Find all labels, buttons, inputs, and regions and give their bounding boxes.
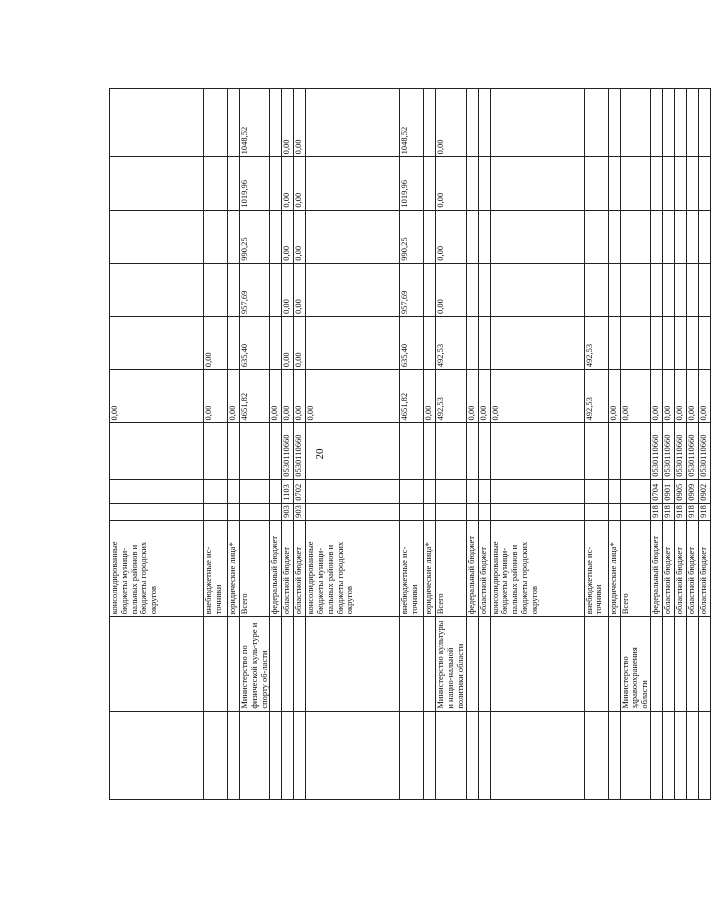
grbs-cell <box>584 503 608 520</box>
csr-cell <box>400 423 424 479</box>
year1-cell <box>306 317 400 370</box>
year4-cell <box>662 157 674 210</box>
table-row <box>294 89 306 800</box>
table-row <box>674 89 686 800</box>
year1-cell: 492,53 <box>436 317 466 370</box>
csr-cell: 0530110660 <box>650 423 662 479</box>
table-row <box>204 89 228 800</box>
grbs-cell: 918 <box>650 503 662 520</box>
executor-cell <box>424 617 436 711</box>
total-cell: 0,00 <box>490 370 584 423</box>
executor-cell <box>228 617 240 711</box>
rzpr-cell <box>478 479 490 503</box>
executor-cell <box>662 617 674 711</box>
executor-cell <box>478 617 490 711</box>
total-cell: 0,00 <box>674 370 686 423</box>
source-cell: областной бюджет <box>686 520 698 616</box>
csr-cell <box>466 423 478 479</box>
year5-cell: 0,00 <box>294 89 306 157</box>
rzpr-cell <box>584 479 608 503</box>
executor-cell <box>698 617 710 711</box>
blank-cell <box>240 711 270 799</box>
year5-cell <box>110 89 204 157</box>
blank-cell <box>110 711 204 799</box>
page-number: 20 <box>314 448 326 460</box>
executor-cell <box>584 617 608 711</box>
year4-cell <box>424 157 436 210</box>
year2-cell: 0,00 <box>436 263 466 316</box>
csr-cell <box>490 423 584 479</box>
year3-cell <box>674 210 686 263</box>
source-cell: областной бюджет <box>294 520 306 616</box>
csr-cell <box>620 423 650 479</box>
source-cell: областной бюджет <box>478 520 490 616</box>
rzpr-cell: 0905 <box>674 479 686 503</box>
year4-cell: 1019,96 <box>240 157 270 210</box>
blank-cell <box>466 711 478 799</box>
grbs-cell: 918 <box>698 503 710 520</box>
year4-cell <box>674 157 686 210</box>
year3-cell: 0,00 <box>282 210 294 263</box>
rzpr-cell <box>608 479 620 503</box>
total-cell: 0,00 <box>466 370 478 423</box>
table-row <box>478 89 490 800</box>
table-row <box>466 89 478 800</box>
grbs-cell <box>240 503 270 520</box>
rzpr-cell <box>490 479 584 503</box>
total-cell: 0,00 <box>306 370 400 423</box>
year1-cell <box>608 317 620 370</box>
blank-cell <box>584 711 608 799</box>
total-cell: 0,00 <box>424 370 436 423</box>
source-cell: юридические лица* <box>608 520 620 616</box>
source-cell: юридические лица* <box>228 520 240 616</box>
year5-cell <box>466 89 478 157</box>
year3-cell <box>424 210 436 263</box>
blank-cell <box>228 711 240 799</box>
executor-cell <box>306 617 400 711</box>
year2-cell <box>698 263 710 316</box>
blank-cell <box>650 711 662 799</box>
year1-cell <box>228 317 240 370</box>
year3-cell: 0,00 <box>294 210 306 263</box>
csr-cell <box>270 423 282 479</box>
csr-cell <box>436 423 466 479</box>
blank-cell <box>436 711 466 799</box>
table-row <box>228 89 240 800</box>
rzpr-cell <box>306 479 400 503</box>
year5-cell <box>674 89 686 157</box>
year4-cell <box>698 157 710 210</box>
year3-cell <box>478 210 490 263</box>
year2-cell <box>270 263 282 316</box>
blank-cell <box>662 711 674 799</box>
year1-cell: 0,00 <box>282 317 294 370</box>
year5-cell <box>270 89 282 157</box>
year3-cell: 990,25 <box>240 210 270 263</box>
year2-cell <box>490 263 584 316</box>
year2-cell <box>228 263 240 316</box>
grbs-cell <box>400 503 424 520</box>
year2-cell <box>204 263 228 316</box>
executor-cell <box>466 617 478 711</box>
executor-cell <box>608 617 620 711</box>
year4-cell: 1019,96 <box>400 157 424 210</box>
blank-cell <box>294 711 306 799</box>
year3-cell <box>110 210 204 263</box>
total-cell: 492,53 <box>436 370 466 423</box>
total-cell: 0,00 <box>686 370 698 423</box>
grbs-cell: 903 <box>294 503 306 520</box>
year1-cell <box>466 317 478 370</box>
table-row <box>424 89 436 800</box>
year3-cell <box>204 210 228 263</box>
year2-cell <box>662 263 674 316</box>
table-row <box>584 89 608 800</box>
year5-cell: 1048,52 <box>240 89 270 157</box>
grbs-cell <box>490 503 584 520</box>
grbs-cell <box>620 503 650 520</box>
table-row <box>110 89 204 800</box>
grbs-cell <box>478 503 490 520</box>
csr-cell <box>584 423 608 479</box>
year2-cell: 0,00 <box>294 263 306 316</box>
source-cell: областной бюджет <box>662 520 674 616</box>
year5-cell: 0,00 <box>282 89 294 157</box>
year1-cell: 635,40 <box>240 317 270 370</box>
year2-cell <box>424 263 436 316</box>
year3-cell <box>686 210 698 263</box>
total-cell: 0,00 <box>650 370 662 423</box>
year1-cell <box>686 317 698 370</box>
source-cell: федеральный бюджет <box>650 520 662 616</box>
year2-cell <box>110 263 204 316</box>
table-row <box>306 89 400 800</box>
year5-cell <box>490 89 584 157</box>
source-cell: областной бюджет <box>282 520 294 616</box>
csr-cell <box>306 423 400 479</box>
year5-cell <box>650 89 662 157</box>
source-cell: консолидированные бюджеты муници-пальных районов и бюджеты городских округов <box>110 520 204 616</box>
grbs-cell: 918 <box>674 503 686 520</box>
total-cell: 4651,82 <box>400 370 424 423</box>
blank-cell <box>424 711 436 799</box>
year5-cell <box>228 89 240 157</box>
grbs-cell <box>424 503 436 520</box>
year5-cell: 1048,52 <box>400 89 424 157</box>
year3-cell: 0,00 <box>436 210 466 263</box>
year5-cell <box>620 89 650 157</box>
year2-cell <box>620 263 650 316</box>
year1-cell <box>674 317 686 370</box>
year5-cell <box>608 89 620 157</box>
csr-cell: 0530110660 <box>294 423 306 479</box>
executor-cell <box>294 617 306 711</box>
year2-cell: 957,69 <box>400 263 424 316</box>
year5-cell <box>584 89 608 157</box>
table-row <box>608 89 620 800</box>
rzpr-cell <box>436 479 466 503</box>
source-cell: областной бюджет <box>698 520 710 616</box>
total-cell: 492,53 <box>584 370 608 423</box>
blank-cell <box>608 711 620 799</box>
year5-cell <box>204 89 228 157</box>
executor-cell <box>282 617 294 711</box>
year1-cell: 0,00 <box>294 317 306 370</box>
year5-cell: 0,00 <box>436 89 466 157</box>
year1-cell: 0,00 <box>204 317 228 370</box>
rzpr-cell <box>228 479 240 503</box>
year5-cell <box>686 89 698 157</box>
year1-cell <box>662 317 674 370</box>
total-cell: 0,00 <box>608 370 620 423</box>
year5-cell <box>306 89 400 157</box>
table-row <box>650 89 662 800</box>
executor-cell: Министерство по физической куль-туре и спорту об-ласти <box>240 617 270 711</box>
csr-cell <box>110 423 204 479</box>
year4-cell <box>620 157 650 210</box>
year4-cell <box>584 157 608 210</box>
year3-cell <box>698 210 710 263</box>
blank-cell <box>620 711 650 799</box>
table-row <box>400 89 424 800</box>
source-cell: внебюджетные ис-точники <box>584 520 608 616</box>
executor-cell <box>686 617 698 711</box>
year2-cell <box>306 263 400 316</box>
grbs-cell <box>110 503 204 520</box>
executor-cell <box>400 617 424 711</box>
year4-cell <box>270 157 282 210</box>
year4-cell <box>686 157 698 210</box>
year2-cell <box>466 263 478 316</box>
year1-cell <box>650 317 662 370</box>
table-row <box>240 89 270 800</box>
year3-cell <box>608 210 620 263</box>
source-cell: консолидированные бюджеты муници-пальных районов и бюджеты городских округов <box>490 520 584 616</box>
rzpr-cell <box>466 479 478 503</box>
total-cell: 0,00 <box>270 370 282 423</box>
year4-cell <box>228 157 240 210</box>
year4-cell <box>650 157 662 210</box>
blank-cell <box>400 711 424 799</box>
source-cell: внебюджетные ис-точники <box>204 520 228 616</box>
csr-cell <box>608 423 620 479</box>
blank-cell <box>674 711 686 799</box>
budget-table <box>109 88 711 800</box>
rzpr-cell <box>270 479 282 503</box>
year4-cell: 0,00 <box>436 157 466 210</box>
total-cell: 4651,82 <box>240 370 270 423</box>
year5-cell <box>662 89 674 157</box>
grbs-cell <box>270 503 282 520</box>
blank-cell <box>306 711 400 799</box>
executor-cell <box>650 617 662 711</box>
csr-cell <box>424 423 436 479</box>
rzpr-cell: 0704 <box>650 479 662 503</box>
executor-cell <box>674 617 686 711</box>
year3-cell <box>650 210 662 263</box>
source-cell: Всего <box>620 520 650 616</box>
year4-cell: 0,00 <box>294 157 306 210</box>
table-row <box>662 89 674 800</box>
year2-cell <box>608 263 620 316</box>
table-row <box>436 89 466 800</box>
grbs-cell <box>608 503 620 520</box>
csr-cell <box>228 423 240 479</box>
grbs-cell <box>228 503 240 520</box>
rotated-table-container <box>109 88 708 800</box>
total-cell: 0,00 <box>282 370 294 423</box>
csr-cell <box>478 423 490 479</box>
year4-cell <box>306 157 400 210</box>
csr-cell: 0530110660 <box>674 423 686 479</box>
rzpr-cell <box>400 479 424 503</box>
csr-cell: 0530110660 <box>698 423 710 479</box>
total-cell: 0,00 <box>204 370 228 423</box>
year5-cell <box>478 89 490 157</box>
executor-cell: Министерство здравоохранения области <box>620 617 650 711</box>
source-cell: областной бюджет <box>674 520 686 616</box>
year3-cell <box>270 210 282 263</box>
total-cell: 0,00 <box>228 370 240 423</box>
csr-cell: 0530110660 <box>662 423 674 479</box>
blank-cell <box>282 711 294 799</box>
rzpr-cell <box>620 479 650 503</box>
total-cell: 0,00 <box>294 370 306 423</box>
rzpr-cell: 0909 <box>686 479 698 503</box>
table-row <box>282 89 294 800</box>
year2-cell <box>584 263 608 316</box>
year1-cell <box>478 317 490 370</box>
rzpr-cell <box>240 479 270 503</box>
table-body <box>110 89 711 800</box>
source-cell: юридические лица* <box>424 520 436 616</box>
year4-cell <box>490 157 584 210</box>
table-row <box>620 89 650 800</box>
table-row <box>686 89 698 800</box>
year2-cell <box>674 263 686 316</box>
year1-cell <box>698 317 710 370</box>
rzpr-cell: 0702 <box>294 479 306 503</box>
grbs-cell <box>306 503 400 520</box>
year1-cell <box>110 317 204 370</box>
csr-cell <box>240 423 270 479</box>
source-cell: внебюджетные ис-точники <box>400 520 424 616</box>
rzpr-cell <box>424 479 436 503</box>
rzpr-cell: 1103 <box>282 479 294 503</box>
blank-cell <box>686 711 698 799</box>
total-cell: 0,00 <box>620 370 650 423</box>
source-cell: консолидированные бюджеты муници-пальных районов и бюджеты городских округов <box>306 520 400 616</box>
grbs-cell <box>436 503 466 520</box>
year3-cell <box>620 210 650 263</box>
year3-cell <box>662 210 674 263</box>
rzpr-cell <box>204 479 228 503</box>
year4-cell <box>466 157 478 210</box>
total-cell: 0,00 <box>110 370 204 423</box>
year1-cell <box>620 317 650 370</box>
rzpr-cell: 0901 <box>662 479 674 503</box>
csr-cell: 0530110660 <box>282 423 294 479</box>
year2-cell: 0,00 <box>282 263 294 316</box>
year3-cell <box>306 210 400 263</box>
year1-cell <box>424 317 436 370</box>
executor-cell <box>270 617 282 711</box>
executor-cell <box>204 617 228 711</box>
year4-cell <box>204 157 228 210</box>
source-cell: федеральный бюджет <box>270 520 282 616</box>
grbs-cell: 903 <box>282 503 294 520</box>
csr-cell: 0530110660 <box>686 423 698 479</box>
year3-cell <box>490 210 584 263</box>
rzpr-cell: 0902 <box>698 479 710 503</box>
year5-cell <box>424 89 436 157</box>
year2-cell <box>650 263 662 316</box>
year3-cell <box>466 210 478 263</box>
total-cell: 0,00 <box>662 370 674 423</box>
total-cell: 0,00 <box>698 370 710 423</box>
table-row <box>698 89 710 800</box>
year4-cell: 0,00 <box>282 157 294 210</box>
year4-cell <box>608 157 620 210</box>
year1-cell <box>490 317 584 370</box>
year3-cell: 990,25 <box>400 210 424 263</box>
year2-cell <box>478 263 490 316</box>
year3-cell <box>228 210 240 263</box>
year1-cell: 492,53 <box>584 317 608 370</box>
year2-cell <box>686 263 698 316</box>
grbs-cell <box>204 503 228 520</box>
executor-cell <box>490 617 584 711</box>
grbs-cell: 918 <box>662 503 674 520</box>
grbs-cell: 918 <box>686 503 698 520</box>
blank-cell <box>270 711 282 799</box>
blank-cell <box>698 711 710 799</box>
csr-cell <box>204 423 228 479</box>
year5-cell <box>698 89 710 157</box>
source-cell: федеральный бюджет <box>466 520 478 616</box>
year1-cell: 635,40 <box>400 317 424 370</box>
year4-cell <box>110 157 204 210</box>
source-cell: Всего <box>240 520 270 616</box>
total-cell: 0,00 <box>478 370 490 423</box>
executor-cell: Министерство культуры и нацио-нальной политики области <box>436 617 466 711</box>
blank-cell <box>490 711 584 799</box>
grbs-cell <box>466 503 478 520</box>
source-cell: Всего <box>436 520 466 616</box>
executor-cell <box>110 617 204 711</box>
table-row <box>490 89 584 800</box>
year3-cell <box>584 210 608 263</box>
table-row <box>270 89 282 800</box>
blank-cell <box>204 711 228 799</box>
year1-cell <box>270 317 282 370</box>
year4-cell <box>478 157 490 210</box>
blank-cell <box>478 711 490 799</box>
year2-cell: 957,69 <box>240 263 270 316</box>
rzpr-cell <box>110 479 204 503</box>
